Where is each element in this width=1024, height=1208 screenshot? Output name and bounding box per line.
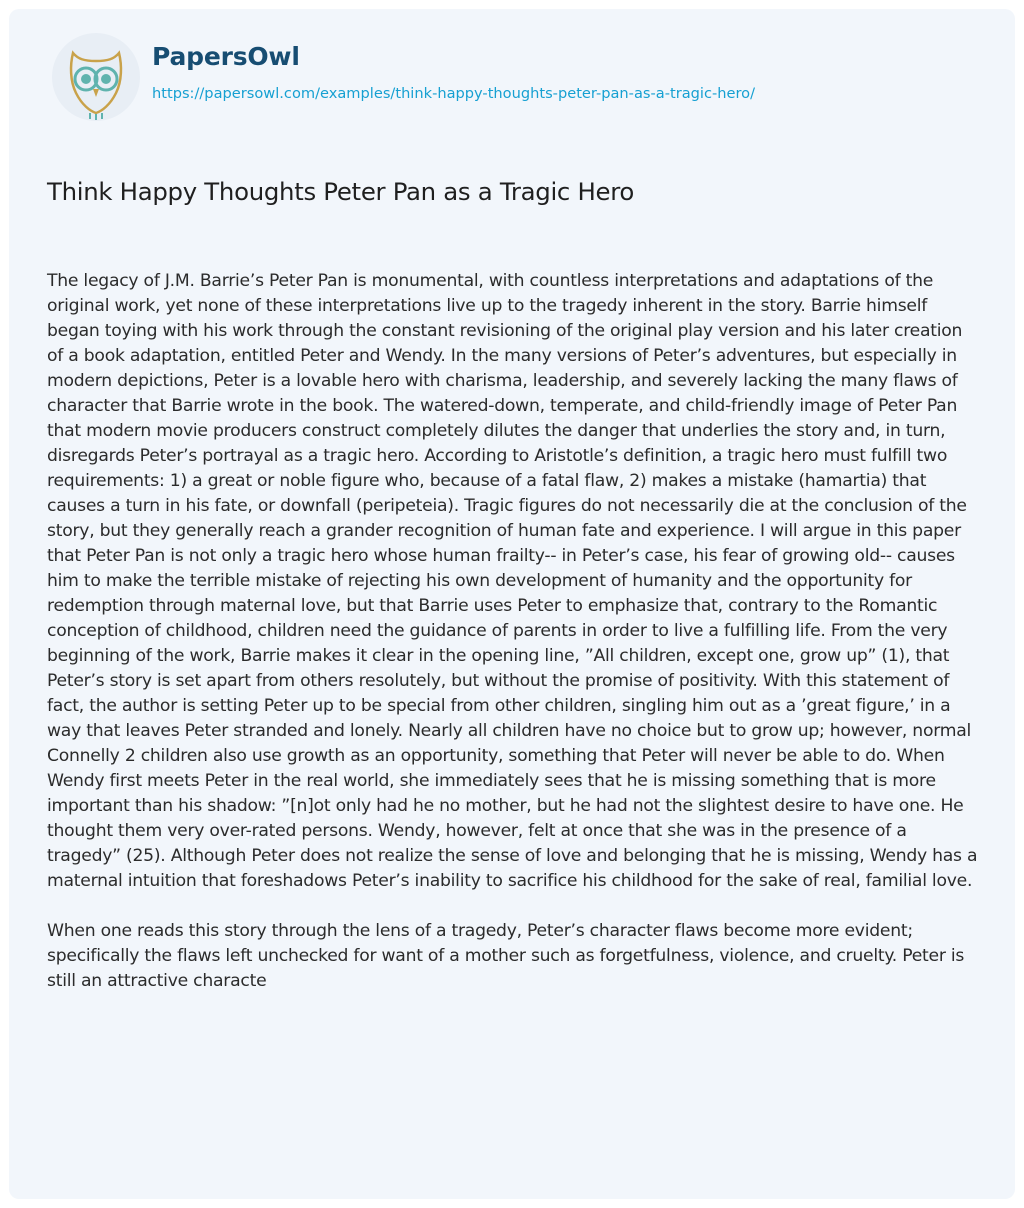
owl-logo-graphic — [50, 31, 142, 123]
paragraph: The legacy of J.M. Barrie’s Peter Pan is monumental, with countless interpretations and adaptations of the original work, yet none of these interpretations live up to the tragedy inherent in the story. Barrie himself began toying with his work through the constant revisioning of the original play version and his later creation of a book adaptation, entitled Peter and Wendy. In the many versions of Peter’s adventures, but especially in modern depictions, Peter is a lovable hero with charisma, leadership, and severely lacking the many flaws of character that Barrie wrote in the book. The watered-down, temperate, and child-friendly image of Peter Pan that modern movie producers construct completely dilutes the danger that underlies the story and, in turn, disregards Peter’s portrayal as a tragic hero. According to Aristotle’s definition, a tragic hero must fulfill two requirements: 1) a great or noble figure who, because of a fatal flaw, 2) makes a mistake (hamartia) that causes a turn in his fate, or downfall (peripeteia). Tragic figures do not necessarily die at the conclusion of the story, but they generally reach a grander recognition of human fate and experience. I will argue in this paper that Peter Pan is not only a tragic hero whose human frailty-- in Peter’s case, his fear of growing old-- causes him to make the terrible mistake of rejecting his own development of humanity and the opportunity for redemption through maternal love, but that Barrie uses Peter to emphasize that, contrary to the Romantic conception of childhood, children need the guidance of parents in order to live a fulfilling life. From the very beginning of the work, Barrie makes it clear in the opening line, ”All children, except one, grow up” (1), that Peter’s story is set apart from others resolutely, but without the promise of positivity. With this statement of fact, the author is setting Peter up to be special from other children, singling him out as a ’great figure,’ in a way that leaves Peter stranded and lonely. Nearly all children have no choice but to grow up; however, normal Connelly 2 children also use growth as an opportunity, something that Peter will never be able to do. When Wendy first meets Peter in the real world, she immediately sees that he is missing something that is more important than his shadow: ”[n]ot only had he no mother, but he had not the slightest desire to have one. He thought them very over-rated persons. Wendy, however, felt at once that she was in the presence of a tragedy” (25). Although Peter does not realize the sense of love and belonging that he is missing, Wendy has a maternal intuition that foreshadows Peter’s inability to sacrifice his childhood for the sake of real, familial love. — [47, 271, 978, 891]
brand-name: PapersOwl — [152, 42, 300, 71]
paragraph: When one reads this story through the lens of a tragedy, Peter’s character flaws become more evident; specifically the flaws left unchecked for want of a mother such as forgetfulness, violence, and cruelty. Peter is still an attractive characte — [47, 921, 965, 991]
owl-logo-icon — [50, 31, 142, 123]
article-title: Think Happy Thoughts Peter Pan as a Tragic Hero — [47, 177, 635, 206]
source-url-link[interactable]: https://papersowl.com/examples/think-happy-thoughts-peter-pan-as-a-tragic-hero/ — [152, 85, 755, 102]
article-body — [47, 269, 982, 1019]
document-page — [9, 9, 1015, 1199]
brand-header — [50, 31, 755, 123]
